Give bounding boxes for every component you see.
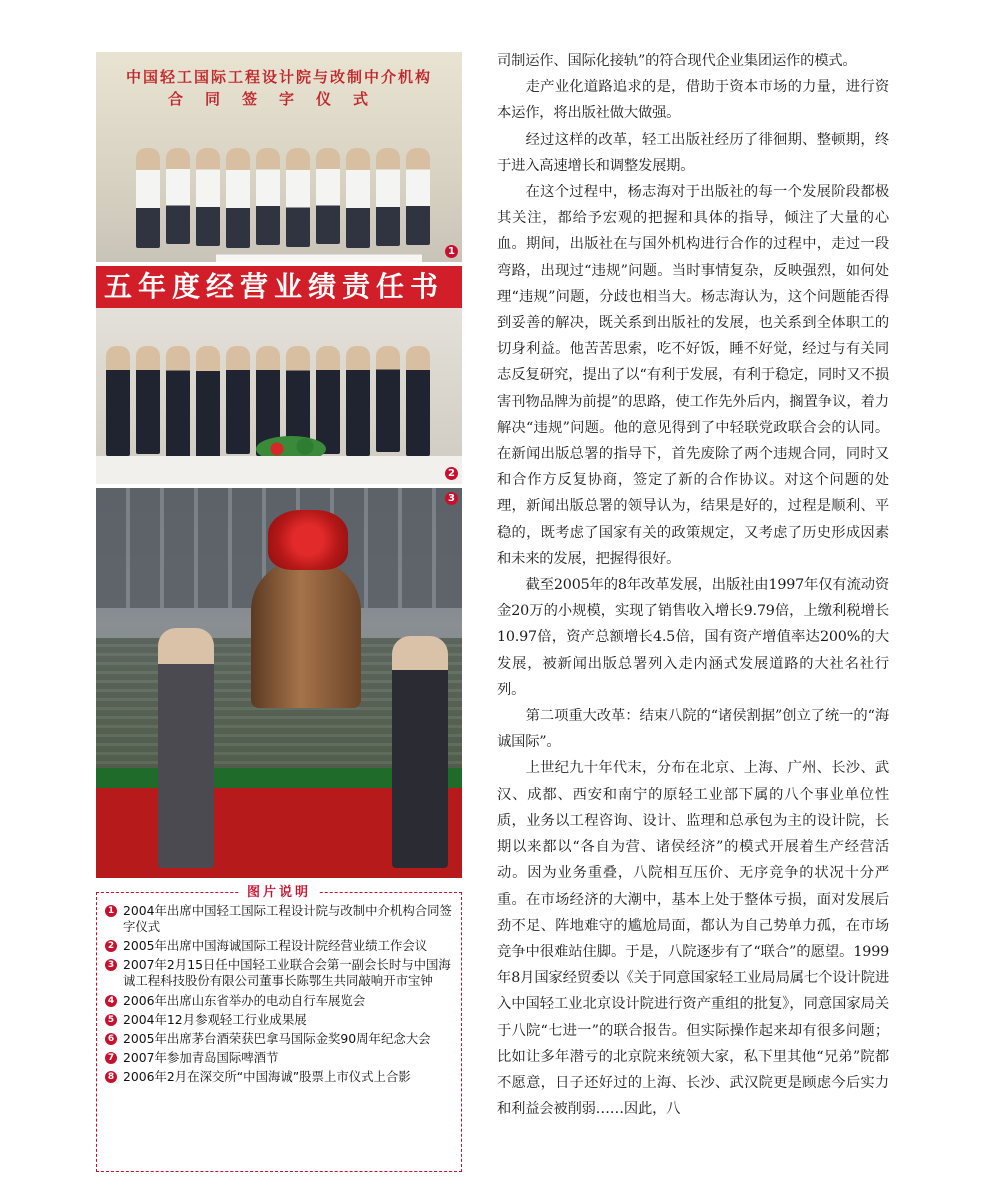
desk (96, 456, 462, 484)
bell-image (251, 558, 361, 708)
caption-text: 2005年出席茅台酒荣获巴拿马国际金奖90周年纪念大会 (123, 1030, 431, 1046)
article-body (497, 48, 889, 1122)
person-left (158, 628, 214, 868)
article-paragraph: 上世纪九十年代末，分布在北京、上海、广州、长沙、武汉、成都、西安和南宁的原轻工业部下属的八个事业单位性质，业务以工程咨询、设计、监理和总承包为主的设计院，长期以来都以“各自为营、诸侯经济”的模式开展着生产经营活动。因为业务重叠，八院相互压价、无序竞争的状况十分严重。在市场经济的大潮中，基本上处于整体亏损，面对发展后劲不足、阵地难守的尴尬局面，都认为自己势单力孤，在市场竞争中很难站住脚。于是，八院逐步有了“联合”的愿望。1999年8月国家经贸委以《关于同意国家轻工业局局属七个设计院进入中国轻工业北京设计院进行资产重组的批复》，同意国家局关于八院“七进一”的联合报告。但实际操作起来却有很多问题；比如让多年潜亏的北京院来统领大家，私下里其他“兄弟”院都不愿意，日子还好过的上海、长沙、武汉院更是顾虑今后实力和利益会被削弱……因此，八 (497, 760, 889, 1118)
article-paragraph: 截至2005年的8年改革发展，出版社由1997年仅有流动资金20万的小规模，实现了销售收入增长9.79倍，上缴利税增长10.97倍，资产总额增长4.5倍，国有资产增值率达200%的大发展，被新闻出版总署列入走内涵式发展道路的大社名社行列。 (497, 577, 889, 698)
photo-captions-box (96, 885, 462, 1172)
article-paragraph: 走产业化道路追求的是，借助于资本市场的力量，进行资本运作，将出版社做大做强。 (497, 79, 889, 122)
caption-number-icon: 7 (105, 1052, 117, 1064)
caption-number-icon: 5 (105, 1014, 117, 1026)
article-paragraph: 经过这样的改革，轻工出版社经历了徘徊期、整顿期，终于进入高速增长和调整发展期。 (497, 131, 889, 174)
standing-group (136, 148, 430, 248)
photo-banner (102, 66, 456, 110)
caption-text: 2006年出席山东省举办的电动自行车展览会 (123, 992, 366, 1008)
caption-item (105, 938, 453, 954)
captions-title: 图片说明 (239, 883, 319, 903)
caption-number-icon: 3 (105, 959, 117, 971)
caption-item (105, 1031, 453, 1047)
caption-text: 2004年12月参观轻工行业成果展 (123, 1011, 307, 1027)
caption-number-icon: 4 (105, 995, 117, 1007)
photo-number-badge: 2 (445, 467, 458, 480)
banner-line-1: 中国轻工国际工程设计院与改制中介机构 (125, 68, 432, 86)
caption-text: 2005年出席中国海诚国际工程设计院经营业绩工作会议 (123, 938, 428, 954)
article-paragraph: 司制运作、国际化接轨”的符合现代企业集团运作的模式。 (497, 53, 857, 69)
photo-signing-ceremony (96, 52, 462, 262)
caption-item (105, 1012, 453, 1028)
caption-number-icon: 2 (105, 940, 117, 952)
red-ribbon-image (268, 510, 348, 570)
caption-item (105, 903, 453, 935)
caption-item (105, 957, 453, 989)
person-right (392, 636, 448, 868)
photo-banner: 五年度经营业绩责任书 (96, 266, 462, 308)
caption-number-icon: 6 (105, 1033, 117, 1045)
caption-item (105, 993, 453, 1009)
banner-line-2: 合同签字仪式 (167, 90, 390, 108)
caption-item (105, 1050, 453, 1066)
caption-text: 2004年出席中国轻工国际工程设计院与改制中介机构合同签字仪式 (123, 903, 452, 934)
photo-number-badge: 1 (445, 245, 458, 258)
caption-number-icon: 1 (105, 905, 117, 917)
article-paragraph: 第二项重大改革：结束八院的“诸侯割据”创立了统一的“海诚国际”。 (497, 708, 889, 751)
caption-text: 2007年2月15日任中国轻工业联合会第一副会长时与中国海诚工程科技股份有限公司董事长陈鄂生共同敲响开市宝钟 (123, 957, 451, 989)
signing-table (216, 254, 422, 262)
article-paragraph: 在这个过程中，杨志海对于出版社的每一个发展阶段都极其关注，都给予宏观的把握和具体的指导，倾注了大量的心血。期间，出版社在与国外机构进行合作的过程中，走过一段弯路，出现过“违规”问题。当时事情复杂，反映强烈，如何处理“违规”问题，分歧也相当大。杨志海认为，这个问题能否得到妥善的解决，既关系到出版社的发展，也关系到全体职工的切身利益。他苦苦思索，吃不好饭，睡不好觉，经过与有关同志反复研究，提出了以“有利于发展，有利于稳定，同时又不损害刊物品牌为前提”的思路，使工作先外后内，搁置争议，着力解决“违规”问题。他的意见得到了中轻联党政联合会的认同。在新闻出版总署的指导下，首先废除了两个违规合同，同时又和合作方反复协商，签定了新的合作协议。对这个问题的处理，新闻出版总署的领导认为，结果是好的，过程是顺利、平稳的，既考虑了国家有关的政策规定，又考虑了历史形成因素和未来的发展，把握得很好。 (497, 184, 889, 567)
photo-bell-ringing (96, 488, 462, 878)
caption-text: 2006年2月在深交所“中国海诚”股票上市仪式上合影 (123, 1069, 411, 1085)
photo-number-badge: 3 (445, 492, 458, 505)
caption-text: 2007年参加青岛国际啤酒节 (123, 1050, 279, 1066)
photo-performance-meeting (96, 266, 462, 484)
caption-number-icon: 8 (105, 1071, 117, 1083)
caption-item (105, 1069, 453, 1085)
